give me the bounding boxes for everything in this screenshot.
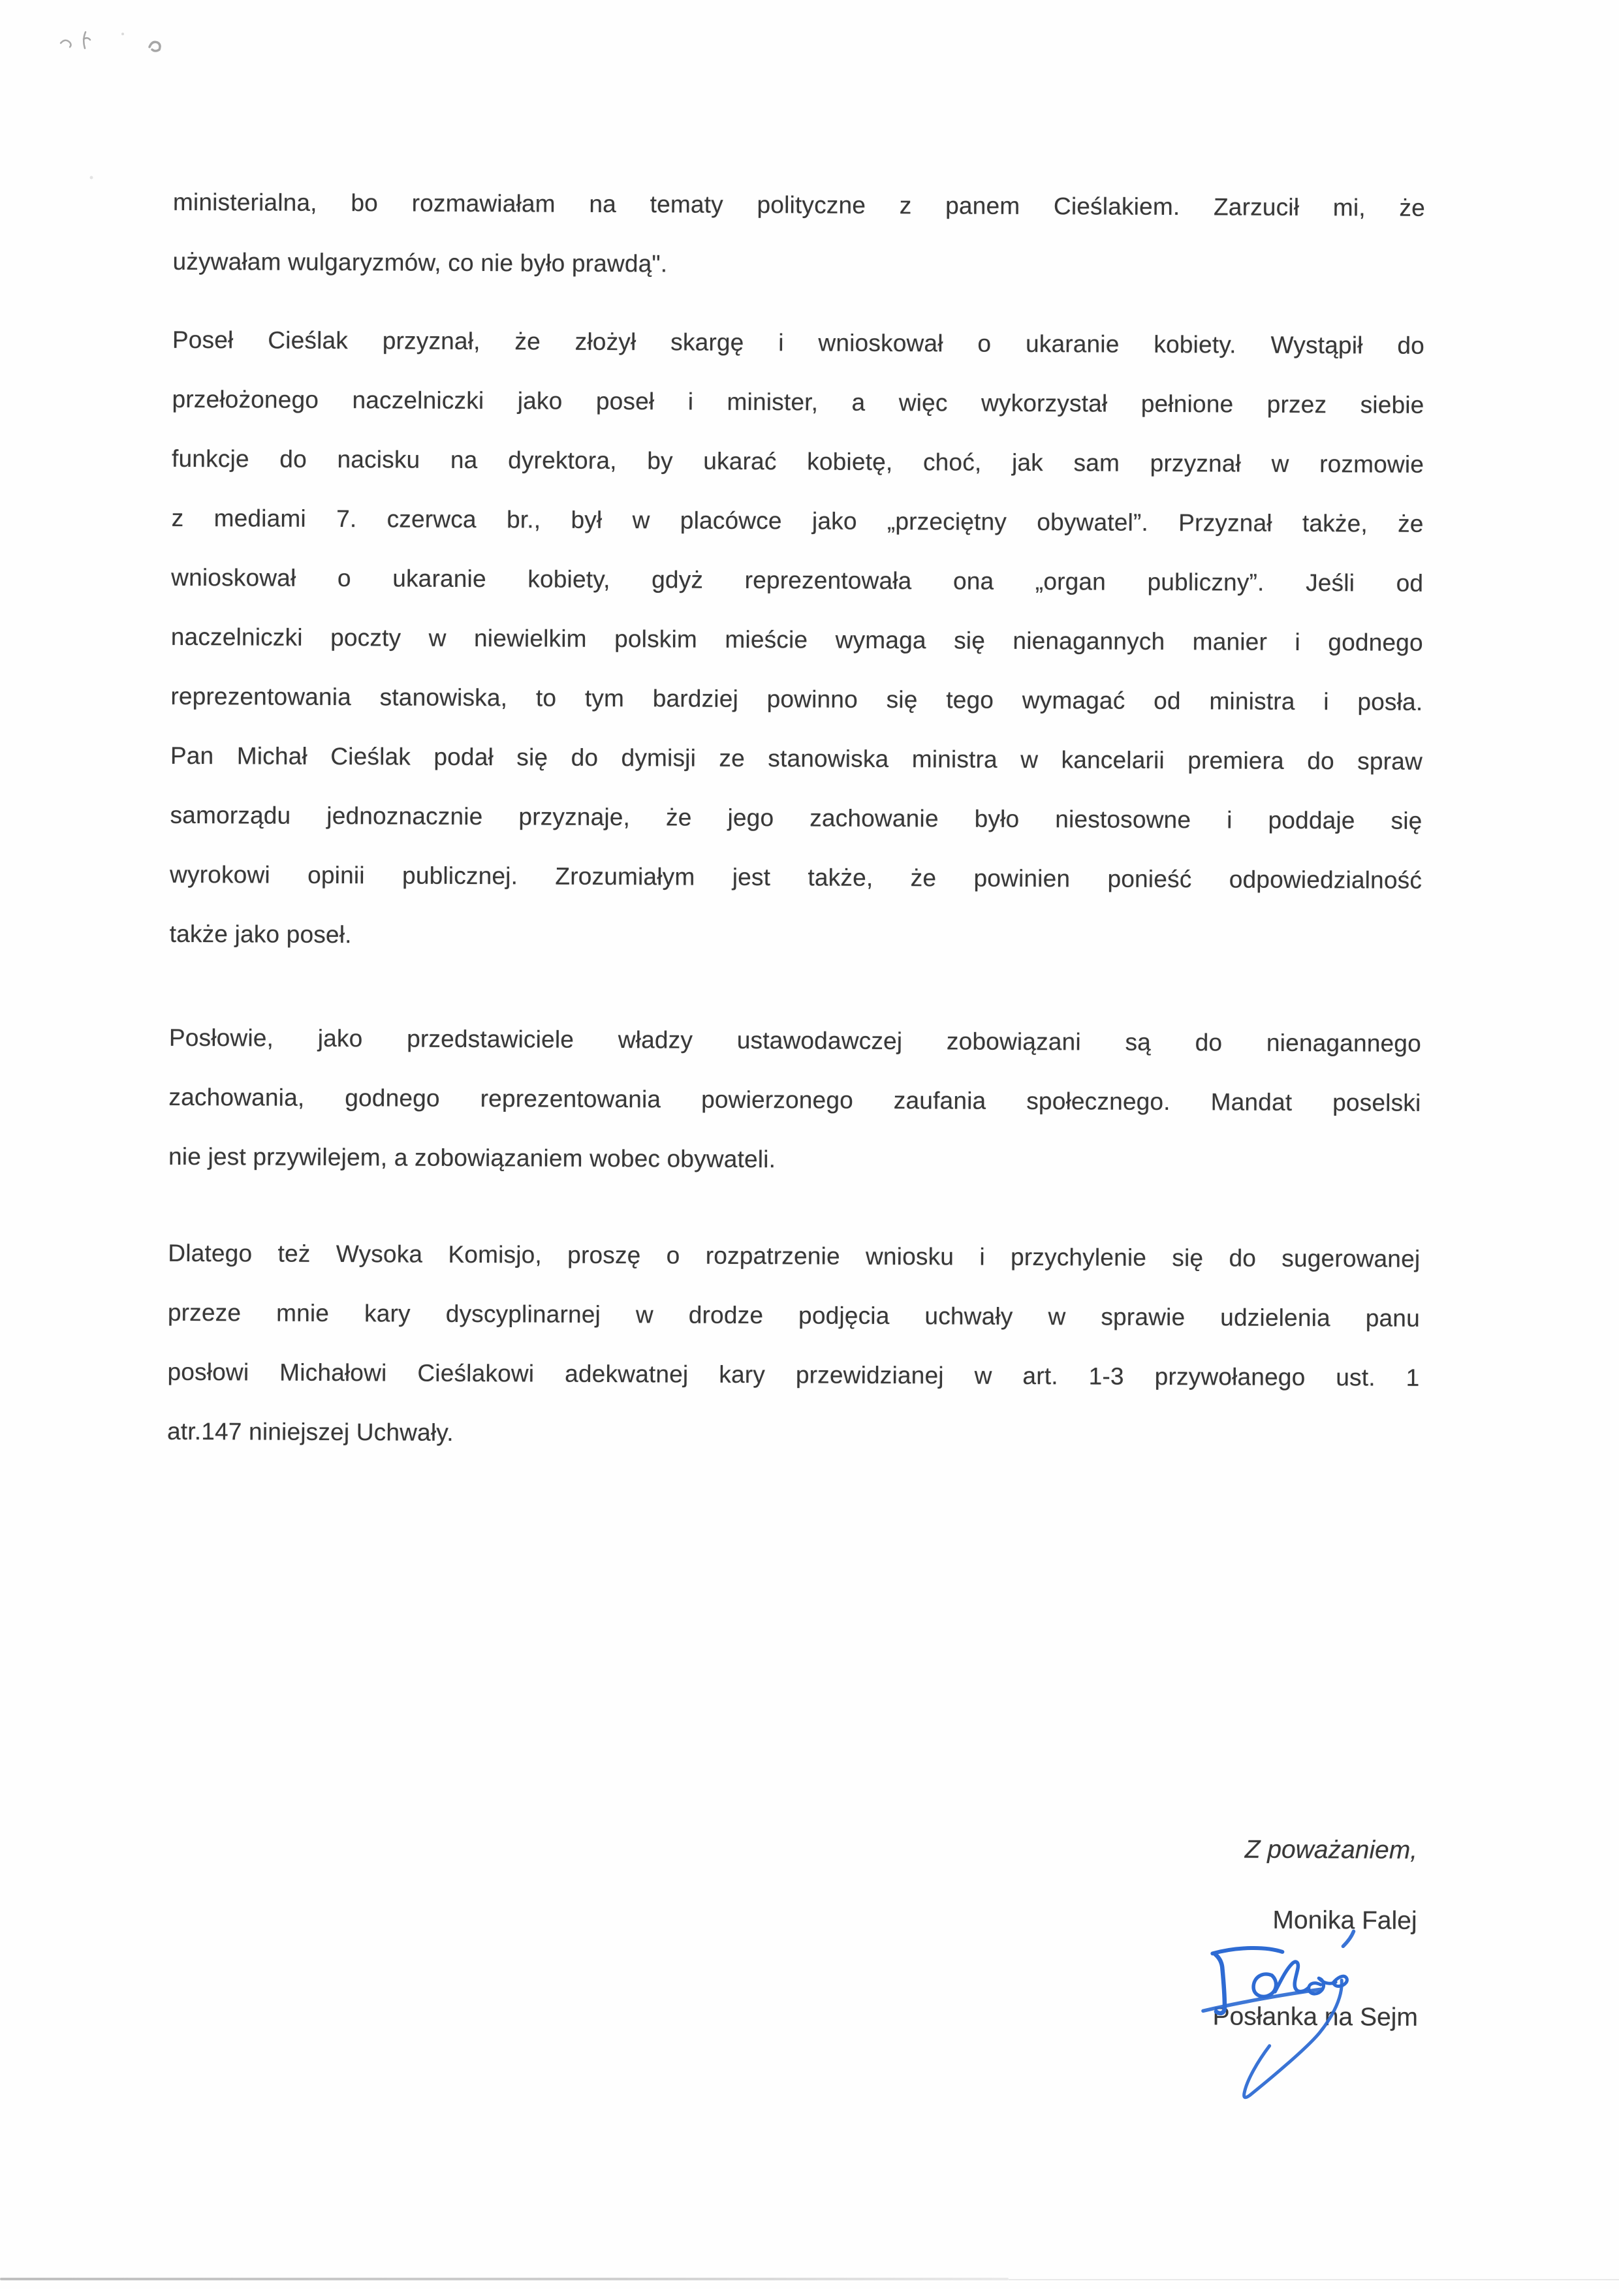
- valediction: Z poważaniem,: [1244, 1835, 1418, 1864]
- document-line: ministerialna, bo rozmawiałam na tematy polityczne z panem Cieślakiem. Zarzucił mi, że: [172, 188, 1426, 221]
- signature-handwriting: [1192, 1924, 1362, 2107]
- document-line: także jako poseł.: [169, 920, 352, 949]
- letter-body: [167, 172, 1425, 1467]
- document-line: Dlatego też Wysoka Komisjo, proszę o rozpatrzenie wniosku i przychylenie się do sugerowanej: [168, 1239, 1421, 1272]
- document-line: samorządu jednoznacznie przyznaje, że jego zachowanie było niestosowne i poddaje się: [170, 801, 1423, 834]
- paragraph: [172, 172, 1425, 297]
- document-line: używałam wulgaryzmów, co nie było prawdą".: [172, 247, 668, 277]
- document-line: zachowania, godnego reprezentowania powierzonego zaufania społecznego. Mandat poselski: [168, 1083, 1421, 1116]
- document-line: Poseł Cieślak przyznał, że złożył skargę i wnioskował o ukaranie kobiety. Wystąpił do: [172, 326, 1425, 359]
- paragraph: [169, 310, 1424, 969]
- document-line: wyrokowi opinii publicznej. Zrozumiałym jest także, że powinien ponieść odpowiedzialność: [170, 860, 1423, 894]
- scan-edge-artifact: [0, 2278, 1009, 2280]
- signer-title: Posłanka na Sejm: [1212, 2002, 1418, 2032]
- document-line: funkcje do nacisku na dyrektora, by ukarać kobietę, choć, jak sam przyznał w rozmowie: [172, 445, 1424, 478]
- document-line: naczelniczki poczty w niewielkim polskim mieście wymaga się nienagannych manier i godnego: [170, 623, 1423, 656]
- document-line: atr.147 niniejszej Uchwały.: [166, 1417, 454, 1446]
- paragraph: [167, 1223, 1421, 1467]
- document-line: reprezentowania stanowiska, to tym bardziej powinno się tego wymagać od ministra i posła.: [170, 682, 1423, 716]
- document-line: posłowi Michałowi Cieślakowi adekwatnej kary przewidzianej w art. 1-3 przywołanego ust. 1: [167, 1358, 1420, 1391]
- document-line: nie jest przywilejem, a zobowiązaniem wobec obywateli.: [168, 1142, 776, 1173]
- signer-name: Monika Falej: [1272, 1906, 1417, 1935]
- document-line: przełożonego naczelniczki jako poseł i minister, a więc wykorzystał pełnione przez siebie: [172, 385, 1424, 418]
- paragraph: [168, 1008, 1421, 1192]
- document-line: z mediami 7. czerwca br., był w placówce jako „przeciętny obywatel”. Przyznał także, że: [171, 504, 1424, 537]
- scan-edge-artifact-faint: [1009, 2279, 1619, 2280]
- document-line: przeze mnie kary dyscyplinarnej w drodze podjęcia uchwały w sprawie udzielenia panu: [167, 1298, 1421, 1332]
- document-line: Pan Michał Cieślak podał się do dymisji ze stanowiska ministra w kancelarii premiera do spraw: [170, 742, 1423, 775]
- document-line: Posłowie, jako przedstawiciele władzy ustawodawczej zobowiązani są do nienagannego: [168, 1024, 1421, 1057]
- document-line: wnioskował o ukaranie kobiety, gdyż reprezentowała ona „organ publiczny”. Jeśli od: [171, 563, 1424, 597]
